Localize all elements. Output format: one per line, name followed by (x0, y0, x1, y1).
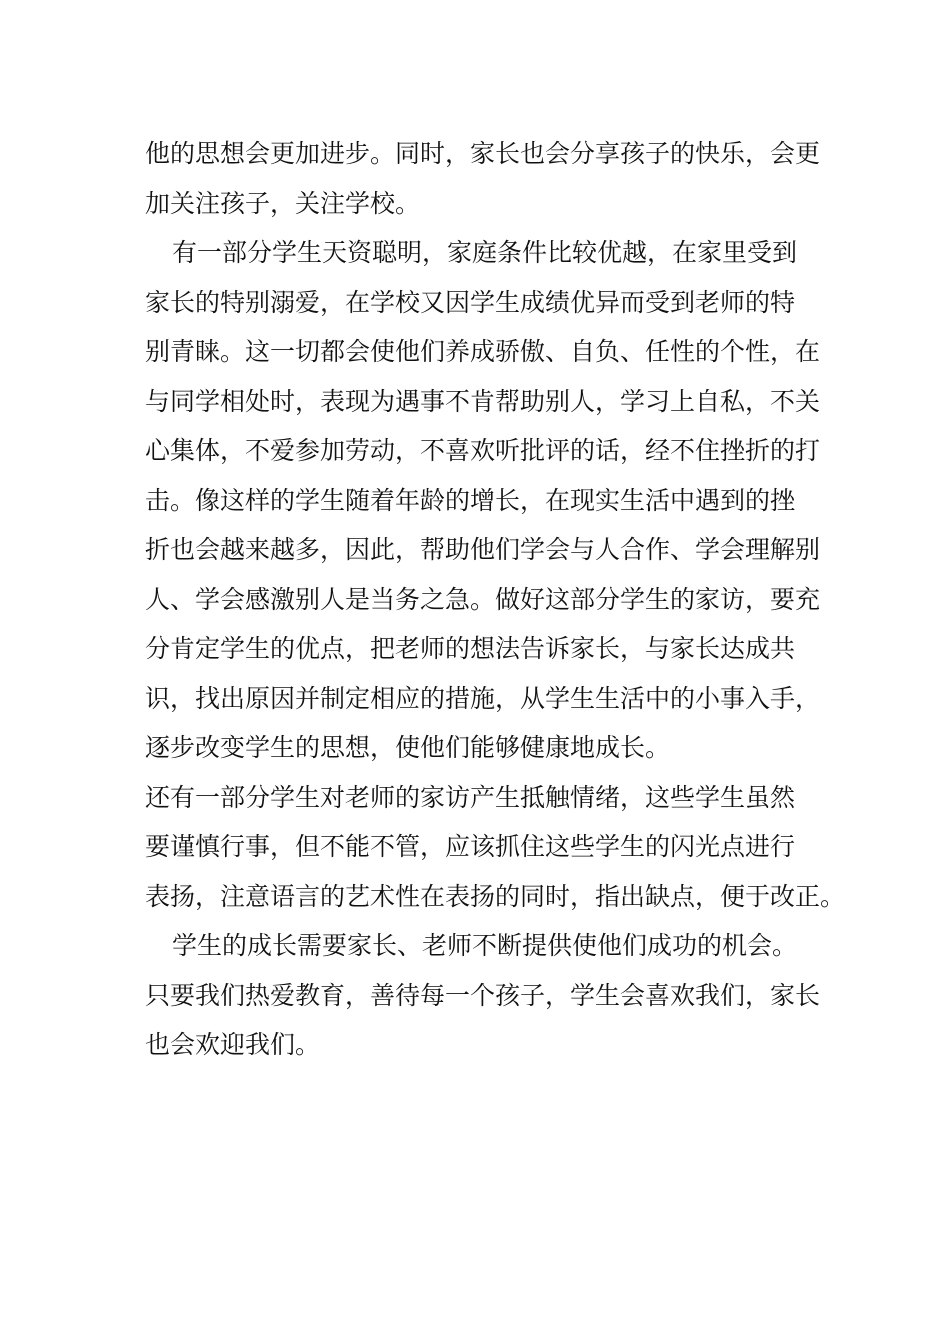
text-line: 学生的成长需要家长、老师不断提供使他们成功的机会。 (172, 931, 798, 960)
text-line: 有一部分学生天资聪明，家庭条件比较优越，在家里受到 (172, 238, 798, 267)
text-line: 家长的特别溺爱，在学校又因学生成绩优异而受到老师的特 (145, 287, 796, 317)
paragraph-1 (145, 129, 825, 228)
text-line: 折也会越来越多，因此，帮助他们学会与人合作、学会理解别 (145, 535, 821, 564)
text-line: 分肯定学生的优点，把老师的想法告诉家长，与家长达成共 (145, 634, 796, 663)
text-line: 他的思想会更加进步。同时，家长也会分享孩子的快乐，会更 (145, 139, 821, 168)
text-line: 只要我们热爱教育，善待每一个孩子，学生会喜欢我们，家长 (145, 980, 821, 1010)
document-body (145, 129, 846, 1070)
text-line: 心集体，不爱参加劳动，不喜欢听批评的话，经不住挫折的打 (145, 436, 821, 465)
paragraph-4 (145, 921, 825, 1070)
text-line: 表扬，注意语言的艺术性在表扬的同时，指出缺点，便于改正。 (145, 881, 846, 911)
text-line: 逐步改变学生的思想，使他们能够健康地成长。 (145, 733, 671, 762)
paragraph-2 (145, 228, 825, 773)
text-line: 加关注孩子，关注学校。 (145, 188, 421, 218)
text-line: 人、学会感激别人是当务之急。做好这部分学生的家访，要充 (145, 584, 821, 614)
text-line: 击。像这样的学生随着年龄的增长，在现实生活中遇到的挫 (145, 485, 796, 515)
text-line: 要谨慎行事，但不能不管，应该抓住这些学生的闪光点进行 (145, 832, 796, 861)
text-line: 也会欢迎我们。 (145, 1030, 321, 1059)
text-line: 识，找出原因并制定相应的措施，从学生生活中的小事入手， (145, 683, 821, 713)
text-line: 还有一部分学生对老师的家访产生抵触情绪，这些学生虽然 (145, 782, 796, 812)
text-line: 别青睐。这一切都会使他们养成骄傲、自负、任性的个性，在 (145, 337, 821, 366)
text-line: 与同学相处时，表现为遇事不肯帮助别人，学习上自私，不关 (145, 386, 821, 416)
paragraph-3 (145, 773, 846, 922)
